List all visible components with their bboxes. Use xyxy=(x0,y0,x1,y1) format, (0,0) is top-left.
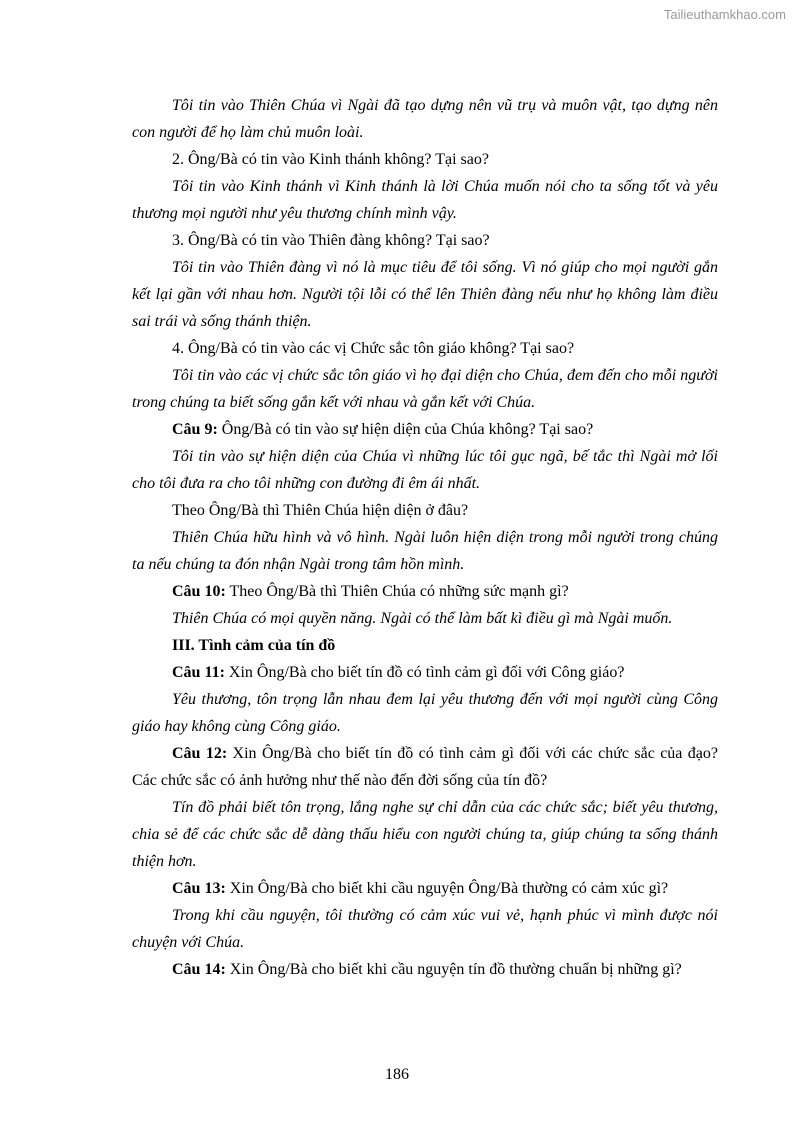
question-paragraph xyxy=(132,875,718,902)
question-paragraph: 2. Ông/Bà có tin vào Kinh thánh không? Tại sao? xyxy=(172,151,489,168)
answer-paragraph: Thiên Chúa có mọi quyền năng. Ngài có thể làm bất kì điều gì mà Ngài muốn. xyxy=(172,610,673,627)
question-paragraph xyxy=(132,578,718,605)
question-paragraph xyxy=(132,956,718,983)
answer-paragraph: Tôi tin vào sự hiện diện của Chúa vì những lúc tôi gục ngã, bế tắc thì Ngài mở lối cho tôi đưa ra cho tôi những con đường đi êm ái nhất. xyxy=(132,448,718,492)
question-label: Câu 12: xyxy=(172,745,228,762)
question-paragraph: Theo Ông/Bà thì Thiên Chúa hiện diện ở đâu? xyxy=(172,502,469,519)
answer-paragraph: Tôi tin vào các vị chức sắc tôn giáo vì họ đại diện cho Chúa, đem đến cho mỗi người trong chúng ta biết sống gắn kết với nhau và gắn kết với Chúa. xyxy=(132,367,718,411)
answer-paragraph: Tôi tin vào Kinh thánh vì Kinh thánh là lời Chúa muốn nói cho ta sống tốt và yêu thương mọi người như yêu thương chính mình vậy. xyxy=(132,178,718,222)
question-text: Theo Ông/Bà thì Thiên Chúa có những sức mạnh gì? xyxy=(225,583,569,600)
question-label: Câu 9: xyxy=(172,421,218,438)
watermark: Tailieuthamkhao.com xyxy=(663,7,786,22)
answer-paragraph: Thiên Chúa hữu hình và vô hình. Ngài luôn hiện diện trong mỗi người trong chúng ta nếu chúng ta đón nhận Ngài trong tâm hồn mình. xyxy=(132,529,718,573)
question-paragraph xyxy=(132,659,718,686)
answer-paragraph: Tôi tin vào Thiên Chúa vì Ngài đã tạo dựng nên vũ trụ và muôn vật, tạo dựng nên con người để họ làm chủ muôn loài. xyxy=(132,97,718,141)
page-number: 186 xyxy=(385,1066,409,1083)
answer-paragraph: Tín đồ phải biết tôn trọng, lắng nghe sự chỉ dẫn của các chức sắc; biết yêu thương, chia sẻ để các chức sắc dễ dàng thấu hiểu con người chúng ta, giúp chúng ta sống thánh thiện hơn. xyxy=(132,799,718,870)
section-heading: III. Tình cảm của tín đồ xyxy=(172,637,336,654)
answer-paragraph: Trong khi cầu nguyện, tôi thường có cảm xúc vui vẻ, hạnh phúc vì mình được nói chuyện với Chúa. xyxy=(132,907,718,951)
document-body xyxy=(132,92,718,983)
question-text: Ông/Bà có tin vào sự hiện diện của Chúa không? Tại sao? xyxy=(217,421,594,438)
question-label: Câu 11: xyxy=(172,664,225,681)
question-text: Xin Ông/Bà cho biết khi cầu nguyện tín đồ thường chuẩn bị những gì? xyxy=(225,961,682,978)
answer-paragraph: Yêu thương, tôn trọng lẫn nhau đem lại yêu thương đến với mọi người cùng Công giáo hay không cùng Công giáo. xyxy=(132,691,718,735)
question-paragraph xyxy=(132,416,718,443)
question-text: Xin Ông/Bà cho biết tín đồ có tình cảm gì đối với Công giáo? xyxy=(224,664,625,681)
question-text: Xin Ông/Bà cho biết khi cầu nguyện Ông/Bà thường có cảm xúc gì? xyxy=(225,880,669,897)
question-label: Câu 13: xyxy=(172,880,226,897)
answer-paragraph: Tôi tin vào Thiên đàng vì nó là mục tiêu để tôi sống. Vì nó giúp cho mọi người gắn kết lại gần với nhau hơn. Người tội lỗi có thể lên Thiên đàng nếu như họ không làm điều sai trái và sống thánh thiện. xyxy=(132,259,718,330)
question-label: Câu 14: xyxy=(172,961,226,978)
question-paragraph xyxy=(132,740,718,794)
question-paragraph: 3. Ông/Bà có tin vào Thiên đàng không? Tại sao? xyxy=(172,232,490,249)
question-paragraph: 4. Ông/Bà có tin vào các vị Chức sắc tôn giáo không? Tại sao? xyxy=(172,340,575,357)
question-text: Xin Ông/Bà cho biết tín đồ có tình cảm gì đối với các chức sắc của đạo? Các chức sắc có ảnh hưởng như thế nào đến đời sống của tín đồ? xyxy=(132,745,718,789)
question-label: Câu 10: xyxy=(172,583,226,600)
